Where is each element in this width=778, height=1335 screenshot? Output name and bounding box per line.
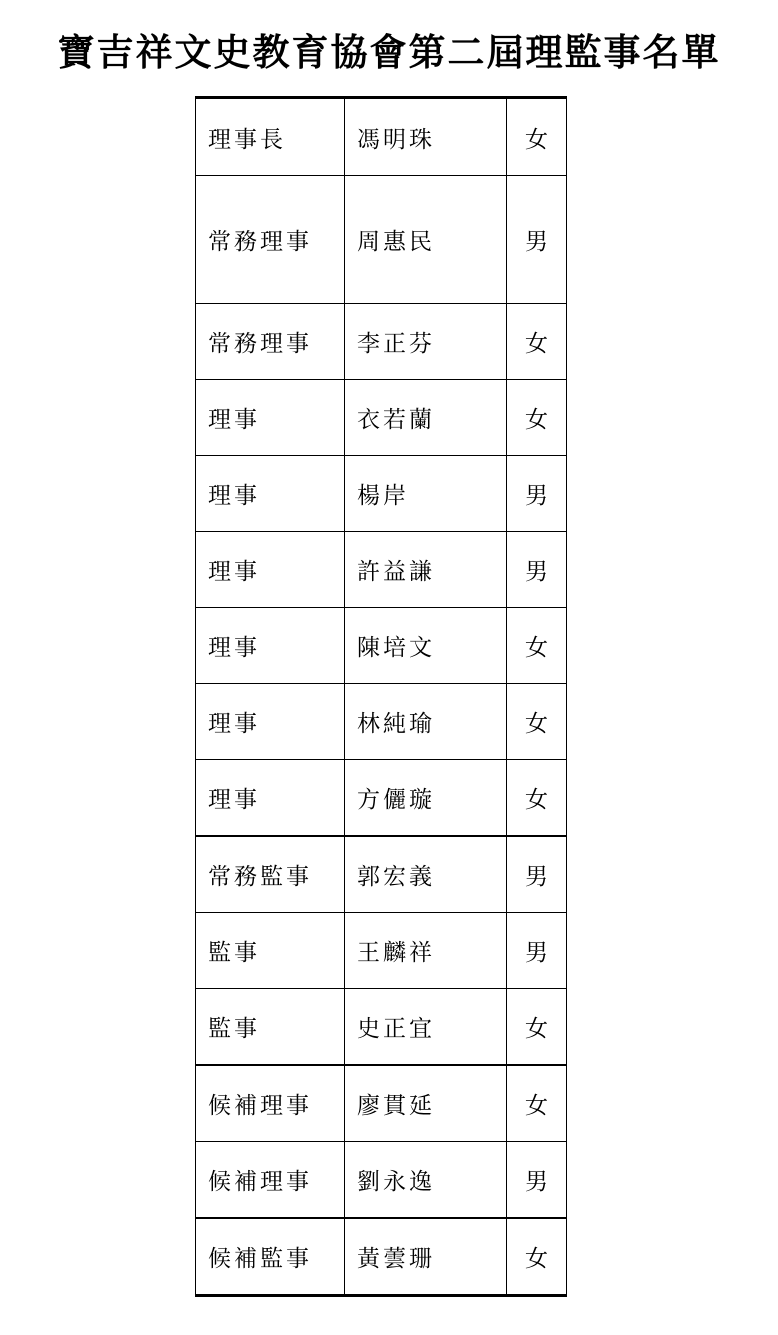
name-cell: 周惠民 bbox=[345, 176, 507, 304]
table-row bbox=[196, 1218, 567, 1296]
table-row bbox=[196, 684, 567, 760]
gender-cell: 男 bbox=[507, 176, 567, 304]
gender-cell: 女 bbox=[507, 98, 567, 176]
table-row bbox=[196, 608, 567, 684]
name-cell: 許益謙 bbox=[345, 532, 507, 608]
name-cell: 衣若蘭 bbox=[345, 380, 507, 456]
table-row bbox=[196, 913, 567, 989]
gender-cell: 男 bbox=[507, 836, 567, 913]
table-row bbox=[196, 304, 567, 380]
table-row bbox=[196, 456, 567, 532]
gender-cell: 男 bbox=[507, 1142, 567, 1219]
table-row bbox=[196, 1065, 567, 1142]
table-row bbox=[196, 380, 567, 456]
name-cell: 郭宏義 bbox=[345, 836, 507, 913]
table-row bbox=[196, 532, 567, 608]
role-cell: 理事 bbox=[196, 456, 345, 532]
role-cell: 常務理事 bbox=[196, 304, 345, 380]
name-cell: 林純瑜 bbox=[345, 684, 507, 760]
name-cell: 廖貫延 bbox=[345, 1065, 507, 1142]
table-row bbox=[196, 836, 567, 913]
role-cell: 監事 bbox=[196, 913, 345, 989]
board-roster-table bbox=[195, 96, 567, 1297]
gender-cell: 男 bbox=[507, 532, 567, 608]
name-cell: 王麟祥 bbox=[345, 913, 507, 989]
gender-cell: 男 bbox=[507, 456, 567, 532]
role-cell: 理事 bbox=[196, 608, 345, 684]
name-cell: 馮明珠 bbox=[345, 98, 507, 176]
gender-cell: 女 bbox=[507, 989, 567, 1066]
role-cell: 理事 bbox=[196, 532, 345, 608]
table-row bbox=[196, 176, 567, 304]
table-row bbox=[196, 1142, 567, 1219]
role-cell: 監事 bbox=[196, 989, 345, 1066]
name-cell: 楊岸 bbox=[345, 456, 507, 532]
gender-cell: 女 bbox=[507, 608, 567, 684]
table-row bbox=[196, 98, 567, 176]
role-cell: 常務監事 bbox=[196, 836, 345, 913]
role-cell: 候補理事 bbox=[196, 1065, 345, 1142]
gender-cell: 女 bbox=[507, 380, 567, 456]
gender-cell: 女 bbox=[507, 1065, 567, 1142]
name-cell: 史正宜 bbox=[345, 989, 507, 1066]
gender-cell: 女 bbox=[507, 304, 567, 380]
name-cell: 李正芬 bbox=[345, 304, 507, 380]
table-row bbox=[196, 760, 567, 837]
gender-cell: 男 bbox=[507, 913, 567, 989]
name-cell: 方儷璇 bbox=[345, 760, 507, 837]
name-cell: 陳培文 bbox=[345, 608, 507, 684]
role-cell: 常務理事 bbox=[196, 176, 345, 304]
name-cell: 劉永逸 bbox=[345, 1142, 507, 1219]
role-cell: 理事長 bbox=[196, 98, 345, 176]
table-row bbox=[196, 989, 567, 1066]
role-cell: 理事 bbox=[196, 380, 345, 456]
role-cell: 理事 bbox=[196, 760, 345, 837]
role-cell: 候補監事 bbox=[196, 1218, 345, 1296]
gender-cell: 女 bbox=[507, 760, 567, 837]
gender-cell: 女 bbox=[507, 1218, 567, 1296]
gender-cell: 女 bbox=[507, 684, 567, 760]
role-cell: 理事 bbox=[196, 684, 345, 760]
page-title: 寶吉祥文史教育協會第二屆理監事名單 bbox=[57, 30, 721, 74]
role-cell: 候補理事 bbox=[196, 1142, 345, 1219]
name-cell: 黃蕓珊 bbox=[345, 1218, 507, 1296]
